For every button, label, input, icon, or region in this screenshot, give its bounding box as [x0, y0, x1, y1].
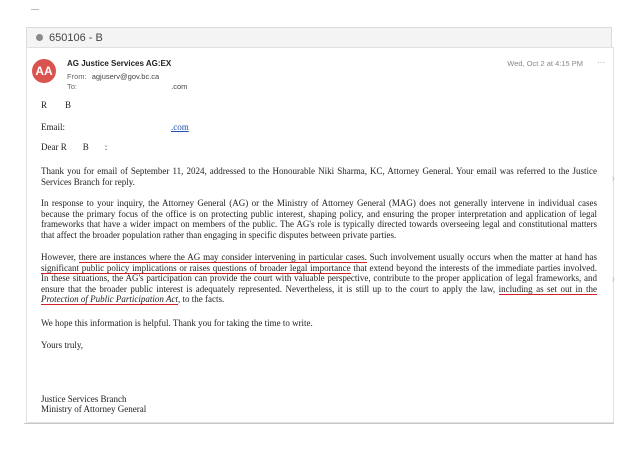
paragraph-1: Thank you for email of September 11, 2024, addressed to the Honourable Niki Sharma, KC, Attorney General. Your email was referred to the Justice Services Branch for reply. — [41, 166, 597, 187]
window-mark — [31, 9, 39, 14]
highlight-public-policy: significant public policy implications or raises questions of broader legal importance — [41, 262, 351, 273]
salutation-dear: Dear R — [41, 142, 67, 152]
bottom-divider — [24, 423, 614, 424]
sender-avatar[interactable]: AA — [32, 59, 56, 83]
email-link[interactable]: .com — [171, 122, 189, 132]
to-label: To: — [67, 82, 78, 91]
from-line — [67, 72, 159, 81]
email-line — [41, 122, 189, 133]
addressee-line — [41, 100, 71, 111]
chevron-right-icon[interactable]: › — [611, 173, 615, 184]
salutation-colon: : — [104, 142, 108, 152]
sender-name[interactable]: AG Justice Services AG:EX — [67, 59, 172, 68]
email-message — [26, 47, 614, 423]
highlight-act-title: Protection of Public Participation Act — [41, 294, 178, 304]
from-label: From: — [67, 72, 87, 81]
paragraph-2: In response to your inquiry, the Attorney General (AG) or the Ministry of Attorney General (MAG) does not generally intervene in individual cases because the primary focus of the office is on protecting public interest, shaping policy, and ensuring the proper interpretation and application of legal frameworks that have a wider impact on members of the public. The AG's role is typically directed towards overseeing legal and constitutional matters that affect the broader population rather than engaging in specific disputes between private parties. — [41, 198, 597, 240]
more-icon[interactable]: ⋯ — [597, 58, 605, 67]
signature-line-1: Justice Services Branch — [41, 394, 127, 404]
chevron-right-icon[interactable]: › — [611, 274, 615, 285]
email-subject-bar[interactable] — [26, 27, 612, 48]
p3-text-a: However, — [41, 252, 79, 262]
thread-dot-icon — [36, 34, 43, 41]
email-label: Email: — [41, 122, 65, 132]
paragraph-4: We hope this information is helpful. Thank you for taking the time to write. — [41, 318, 313, 328]
p3-text-c: that extend beyond the interests of the immediate parties involved. In these situations, the AG's participation can provide the court with valuable perspective, contribute to the proper application of legal frameworks, and ensure that the broader public interest is adequately represented. Nevertheless, it is still up to the court to apply the law, — [41, 262, 598, 294]
highlight-including: including as set out in the — [498, 283, 597, 294]
message-timestamp: Wed, Oct 2 at 4:15 PM — [507, 59, 583, 68]
addressee-last: B — [65, 100, 72, 110]
paragraph-3 — [41, 252, 597, 305]
p3-text-b: Such involvement usually occurs when the matter at hand has — [366, 252, 597, 262]
to-address[interactable]: .com — [171, 82, 188, 91]
closing: Yours truly, — [41, 340, 84, 350]
email-subject: 650106 - B — [49, 31, 103, 44]
salutation — [41, 142, 107, 153]
highlight-intervention: there are instances where the AG may consider intervening in particular cases. — [78, 252, 367, 262]
p3-text-d: , to the facts. — [177, 294, 225, 304]
addressee-first: R — [41, 100, 48, 110]
from-address[interactable]: agjuserv@gov.bc.ca — [91, 72, 160, 81]
salutation-name: B — [82, 142, 89, 152]
signature-line-2: Ministry of Attorney General — [41, 404, 147, 414]
to-line — [67, 82, 187, 91]
